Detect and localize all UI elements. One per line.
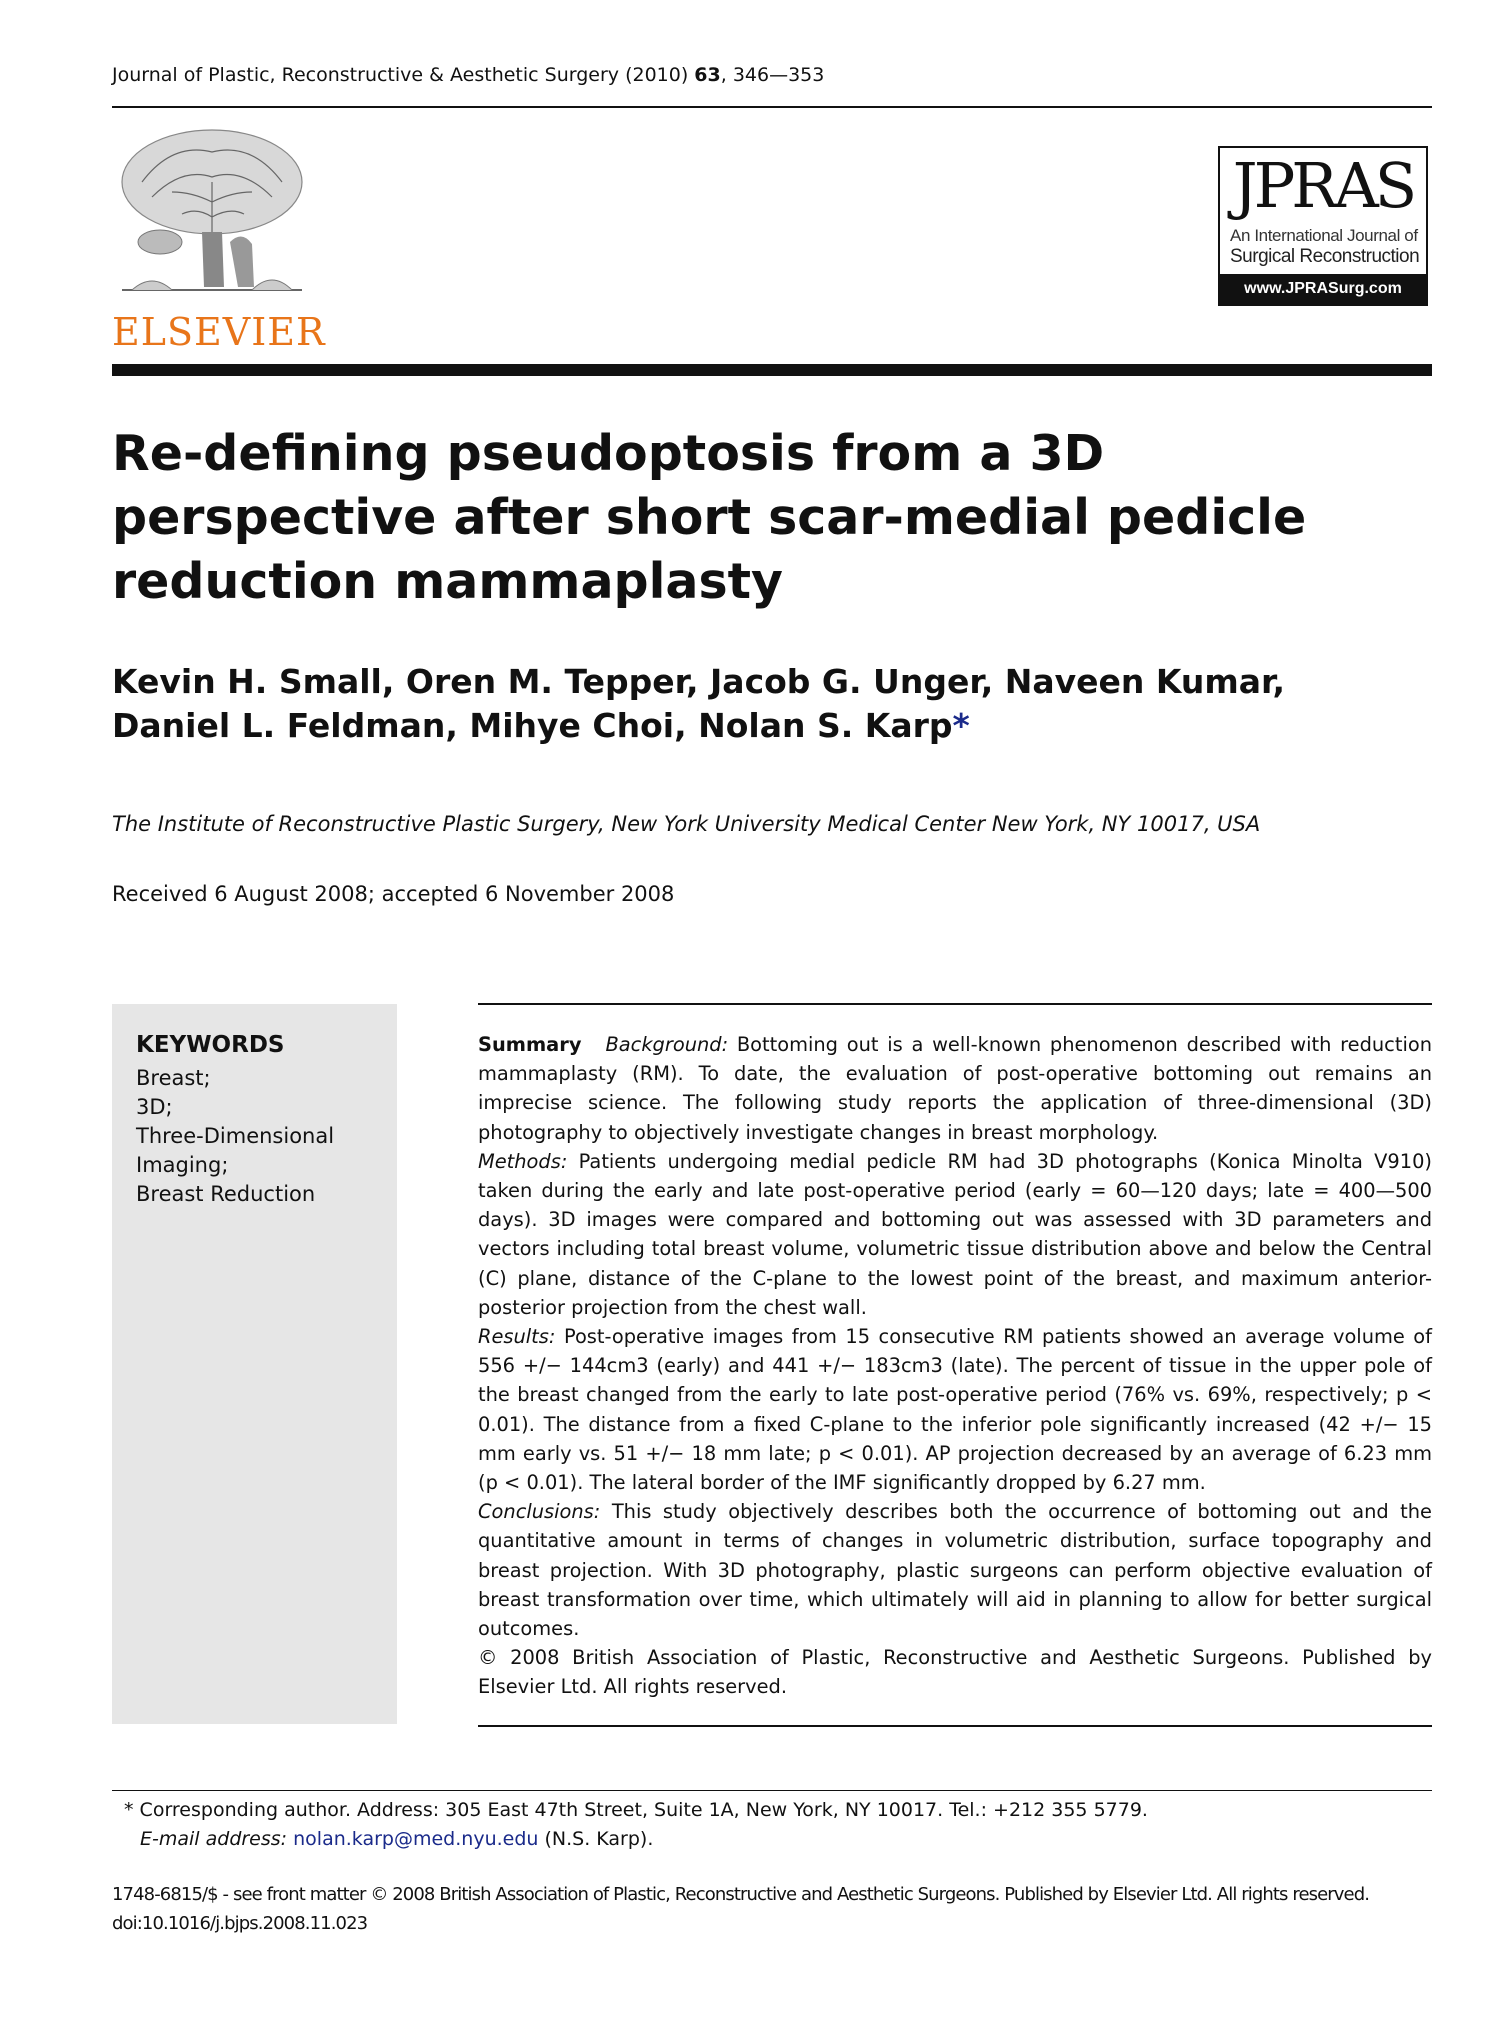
keywords-heading: KEYWORDS bbox=[136, 1032, 285, 1058]
background-text: Bottoming out is a well-known phenomenon described with reduction mammaplasty (RM). To date, the evaluation of post-operative bottoming out remains an imprecise science. The following study reports the application of three-dimensional (3D) photography to objectively investigate changes in breast morphology. bbox=[478, 1033, 1432, 1144]
footnote bbox=[124, 1796, 1148, 1854]
keyword-item: 3D; bbox=[136, 1095, 173, 1119]
results-label: Results: bbox=[478, 1325, 556, 1349]
abstract-background bbox=[478, 1030, 1432, 1147]
methods-text: Patients undergoing medial pedicle RM had 3D photographs (Konica Minolta V910) taken during the early and late post-operative period (early = 60—120 days; late = 400—500 days). 3D images were compared and bottoming out was assessed with 3D parameters and vectors including total breast volume, volumetric tissue distribution above and below the Central (C) plane, distance of the C-plane to the lowest point of the breast, and maximum anterior-posterior projection from the chest wall. bbox=[478, 1149, 1432, 1319]
authors-line-2 bbox=[112, 704, 1412, 748]
journal-name: Journal of Plastic, Reconstructive & Aesthetic Surgery (2010) bbox=[112, 64, 689, 86]
jpras-logo-title: JPRAS bbox=[1232, 149, 1414, 222]
keywords-list bbox=[136, 1064, 334, 1209]
keyword-item: Imaging; bbox=[136, 1153, 229, 1177]
abstract-results bbox=[478, 1322, 1432, 1497]
email-link[interactable]: nolan.karp@med.nyu.edu bbox=[293, 1828, 539, 1850]
footnote-corresponding bbox=[124, 1796, 1148, 1825]
corresponding-text: Corresponding author. Address: 305 East 47th Street, Suite 1A, New York, NY 10017. Tel.: +212 355 5779. bbox=[139, 1799, 1148, 1821]
elsevier-tree-logo bbox=[112, 122, 312, 302]
jpras-logo bbox=[1218, 146, 1428, 306]
keywords-panel bbox=[112, 1004, 397, 1724]
abstract-bottom-rule bbox=[478, 1725, 1432, 1727]
footnote-mark: * bbox=[124, 1799, 134, 1821]
footnote-rule bbox=[112, 1790, 1432, 1791]
doi-line[interactable]: doi:10.1016/j.bjps.2008.11.023 bbox=[112, 1913, 368, 1934]
received-dates: Received 6 August 2008; accepted 6 November 2008 bbox=[112, 882, 675, 906]
journal-citation bbox=[112, 64, 824, 86]
issn-line: 1748-6815/$ - see front matter © 2008 British Association of Plastic, Reconstructive and Aesthetic Surgeons. Published by Elsevier Ltd. All rights reserved. bbox=[112, 1884, 1370, 1905]
abstract bbox=[478, 1030, 1432, 1702]
keyword-item: Breast Reduction bbox=[136, 1182, 316, 1206]
publication-info bbox=[112, 1880, 1369, 1938]
keyword-item: Breast; bbox=[136, 1066, 211, 1090]
abstract-methods bbox=[478, 1147, 1432, 1322]
background-label: Background: bbox=[605, 1033, 729, 1056]
conclusions-label: Conclusions: bbox=[478, 1500, 601, 1524]
results-text: Post-operative images from 15 consecutive RM patients showed an average volume of 556 +/− 144cm3 (early) and 441 +/− 183cm3 (late). The percent of tissue in the upper pole of the breast changed from the early to late post-operative period (76% vs. 69%, respectively; p < 0.01). The distance from a fixed C-plane to the inferior pole significantly increased (42 +/− 15 mm early vs. 51 +/− 18 mm late; p < 0.01). AP projection decreased by an average of 6.23 mm (p < 0.01). The lateral border of the IMF significantly dropped by 6.27 mm. bbox=[478, 1325, 1432, 1495]
summary-label: Summary bbox=[478, 1033, 582, 1056]
corresponding-author-mark[interactable]: * bbox=[952, 706, 970, 745]
methods-label: Methods: bbox=[478, 1149, 568, 1173]
journal-volume: 63 bbox=[694, 64, 721, 86]
journal-pages: , 346—353 bbox=[720, 64, 825, 86]
email-label: E-mail address: bbox=[140, 1828, 288, 1850]
affiliation: The Institute of Reconstructive Plastic Surgery, New York University Medical Center New York, NY 10017, USA bbox=[112, 812, 1261, 836]
title-divider bbox=[112, 364, 1432, 376]
elsevier-logo-text: ELSEVIER bbox=[112, 310, 326, 354]
author-list bbox=[112, 660, 1412, 748]
article-title: Re-defining pseudoptosis from a 3D perspective after short scar-medial pedicle reduction mammaplasty bbox=[112, 425, 1307, 610]
authors-line-1: Kevin H. Small, Oren M. Tepper, Jacob G. Unger, Naveen Kumar, bbox=[112, 662, 1286, 701]
abstract-copyright: © 2008 British Association of Plastic, Reconstructive and Aesthetic Surgeons. Published by Elsevier Ltd. All rights reserved. bbox=[478, 1646, 1432, 1699]
authors-line-2-text: Daniel L. Feldman, Mihye Choi, Nolan S. Karp bbox=[112, 706, 953, 745]
jpras-url-link[interactable]: www.JPRASurg.com bbox=[1220, 274, 1426, 304]
email-owner: (N.S. Karp). bbox=[544, 1828, 654, 1850]
footnote-email bbox=[124, 1825, 1148, 1854]
conclusions-text: This study objectively describes both the occurrence of bottoming out and the quantitative amount in terms of changes in volumetric distribution, surface topography and breast projection. With 3D photography, plastic surgeons can perform objective evaluation of breast transformation over time, which ultimately will aid in planning to allow for better surgical outcomes. bbox=[478, 1500, 1432, 1641]
abstract-conclusions bbox=[478, 1497, 1432, 1643]
abstract-top-rule bbox=[478, 1003, 1432, 1005]
header-divider bbox=[112, 106, 1432, 108]
jpras-logo-subtitle-1: An International Journal of bbox=[1230, 226, 1418, 245]
jpras-logo-subtitle-2: Surgical Reconstruction bbox=[1230, 246, 1420, 267]
keyword-item: Three-Dimensional bbox=[136, 1124, 335, 1148]
